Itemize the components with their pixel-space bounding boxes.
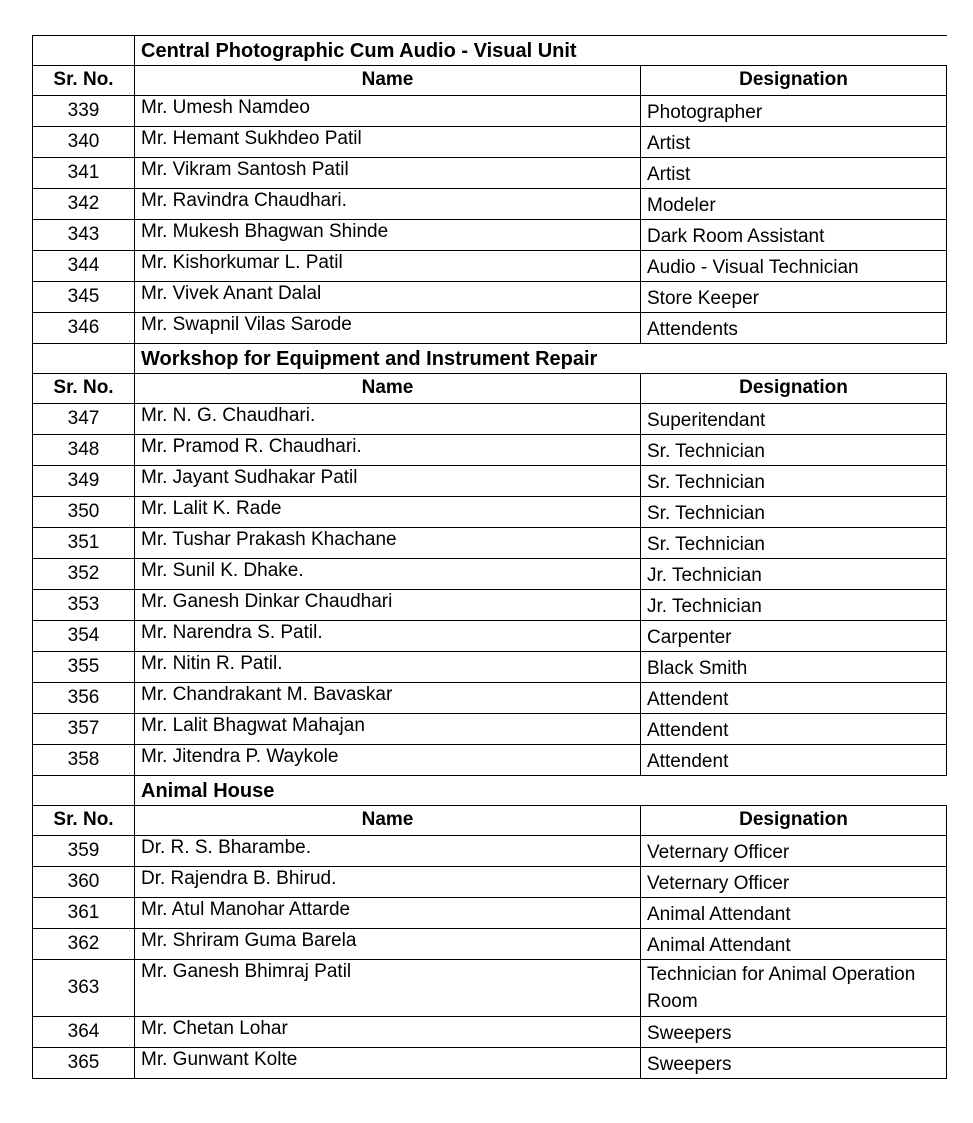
table-row [33, 745, 947, 776]
sr-no-cell: 354 [33, 621, 135, 652]
name-cell: Mr. Atul Manohar Attarde [135, 898, 641, 929]
name-cell: Mr. Jitendra P. Waykole [135, 745, 641, 776]
table-row [33, 590, 947, 621]
designation-header: Designation [641, 66, 947, 96]
sr-no-cell: 340 [33, 127, 135, 158]
section-title-spacer [33, 776, 135, 806]
sr-no-cell: 343 [33, 220, 135, 251]
sr-no-cell: 349 [33, 466, 135, 497]
table-row [33, 960, 947, 1017]
table-row [33, 251, 947, 282]
designation-header: Designation [641, 374, 947, 404]
table-row [33, 466, 947, 497]
name-cell: Mr. Shriram Guma Barela [135, 929, 641, 960]
sr-no-cell: 342 [33, 189, 135, 220]
designation-cell: Jr. Technician [641, 590, 947, 621]
designation-cell: Black Smith [641, 652, 947, 683]
sr-no-cell: 347 [33, 404, 135, 435]
table-row [33, 898, 947, 929]
staff-table-body [33, 36, 947, 1079]
table-row [33, 1048, 947, 1079]
name-cell: Mr. Sunil K. Dhake. [135, 559, 641, 590]
name-cell: Mr. Ganesh Dinkar Chaudhari [135, 590, 641, 621]
name-cell: Mr. Pramod R. Chaudhari. [135, 435, 641, 466]
designation-cell: Jr. Technician [641, 559, 947, 590]
table-row [33, 313, 947, 344]
name-cell: Mr. Hemant Sukhdeo Patil [135, 127, 641, 158]
table-row [33, 127, 947, 158]
name-cell: Dr. Rajendra B. Bhirud. [135, 867, 641, 898]
sr-no-cell: 346 [33, 313, 135, 344]
section-title-row [33, 344, 947, 374]
name-cell: Mr. Ravindra Chaudhari. [135, 189, 641, 220]
designation-cell: Artist [641, 158, 947, 189]
name-cell: Mr. Umesh Namdeo [135, 96, 641, 127]
sr-no-cell: 363 [33, 960, 135, 1017]
name-cell: Mr. N. G. Chaudhari. [135, 404, 641, 435]
table-row [33, 621, 947, 652]
sr-no-cell: 353 [33, 590, 135, 621]
table-row [33, 282, 947, 313]
sr-no-cell: 351 [33, 528, 135, 559]
designation-cell: Attendents [641, 313, 947, 344]
table-row [33, 652, 947, 683]
designation-cell: Attendent [641, 714, 947, 745]
name-cell: Mr. Lalit Bhagwat Mahajan [135, 714, 641, 745]
section-title: Animal House [135, 776, 947, 806]
name-header: Name [135, 374, 641, 404]
designation-header: Designation [641, 806, 947, 836]
section-title-row [33, 36, 947, 66]
designation-cell: Carpenter [641, 621, 947, 652]
designation-cell: Superitendant [641, 404, 947, 435]
table-row [33, 867, 947, 898]
designation-cell: Veternary Officer [641, 836, 947, 867]
name-cell: Mr. Chandrakant M. Bavaskar [135, 683, 641, 714]
designation-cell: Attendent [641, 745, 947, 776]
sr-no-cell: 339 [33, 96, 135, 127]
designation-cell: Sr. Technician [641, 466, 947, 497]
designation-cell: Sweepers [641, 1048, 947, 1079]
section-title: Workshop for Equipment and Instrument Repair [135, 344, 947, 374]
table-row [33, 929, 947, 960]
sr-no-header: Sr. No. [33, 806, 135, 836]
table-row [33, 220, 947, 251]
designation-cell: Sweepers [641, 1017, 947, 1048]
designation-cell: Dark Room Assistant [641, 220, 947, 251]
sr-no-cell: 344 [33, 251, 135, 282]
sr-no-header: Sr. No. [33, 374, 135, 404]
name-cell: Mr. Gunwant Kolte [135, 1048, 641, 1079]
designation-cell: Sr. Technician [641, 528, 947, 559]
sr-no-cell: 355 [33, 652, 135, 683]
table-row [33, 435, 947, 466]
table-row [33, 189, 947, 220]
designation-cell: Veternary Officer [641, 867, 947, 898]
section-title-row [33, 776, 947, 806]
name-cell: Mr. Jayant Sudhakar Patil [135, 466, 641, 497]
designation-cell: Artist [641, 127, 947, 158]
name-header: Name [135, 66, 641, 96]
section-title-spacer [33, 36, 135, 66]
table-row [33, 1017, 947, 1048]
designation-cell: Modeler [641, 189, 947, 220]
sr-no-cell: 364 [33, 1017, 135, 1048]
designation-cell: Sr. Technician [641, 497, 947, 528]
section-title-spacer [33, 344, 135, 374]
designation-cell: Technician for Animal Operation Room [641, 960, 947, 1017]
sr-no-cell: 359 [33, 836, 135, 867]
designation-cell: Animal Attendant [641, 898, 947, 929]
staff-table [32, 35, 947, 1079]
name-cell: Mr. Narendra S. Patil. [135, 621, 641, 652]
name-cell: Mr. Swapnil Vilas Sarode [135, 313, 641, 344]
table-row [33, 96, 947, 127]
column-header-row [33, 806, 947, 836]
name-cell: Dr. R. S. Bharambe. [135, 836, 641, 867]
table-row [33, 836, 947, 867]
table-row [33, 683, 947, 714]
designation-cell: Audio - Visual Technician [641, 251, 947, 282]
name-cell: Mr. Lalit K. Rade [135, 497, 641, 528]
table-row [33, 158, 947, 189]
name-cell: Mr. Tushar Prakash Khachane [135, 528, 641, 559]
sr-no-cell: 350 [33, 497, 135, 528]
sr-no-cell: 360 [33, 867, 135, 898]
column-header-row [33, 66, 947, 96]
sr-no-cell: 345 [33, 282, 135, 313]
name-cell: Mr. Vikram Santosh Patil [135, 158, 641, 189]
sr-no-cell: 358 [33, 745, 135, 776]
table-row [33, 559, 947, 590]
name-cell: Mr. Ganesh Bhimraj Patil [135, 960, 641, 1017]
name-header: Name [135, 806, 641, 836]
sr-no-cell: 357 [33, 714, 135, 745]
sr-no-cell: 348 [33, 435, 135, 466]
sr-no-cell: 361 [33, 898, 135, 929]
sr-no-cell: 356 [33, 683, 135, 714]
sr-no-header: Sr. No. [33, 66, 135, 96]
designation-cell: Animal Attendant [641, 929, 947, 960]
name-cell: Mr. Mukesh Bhagwan Shinde [135, 220, 641, 251]
designation-cell: Sr. Technician [641, 435, 947, 466]
sr-no-cell: 362 [33, 929, 135, 960]
name-cell: Mr. Nitin R. Patil. [135, 652, 641, 683]
sr-no-cell: 365 [33, 1048, 135, 1079]
name-cell: Mr. Kishorkumar L. Patil [135, 251, 641, 282]
table-row [33, 714, 947, 745]
table-row [33, 404, 947, 435]
sr-no-cell: 341 [33, 158, 135, 189]
designation-cell: Store Keeper [641, 282, 947, 313]
designation-cell: Attendent [641, 683, 947, 714]
section-title: Central Photographic Cum Audio - Visual Unit [135, 36, 947, 66]
table-row [33, 528, 947, 559]
table-row [33, 497, 947, 528]
sr-no-cell: 352 [33, 559, 135, 590]
name-cell: Mr. Chetan Lohar [135, 1017, 641, 1048]
designation-cell: Photographer [641, 96, 947, 127]
name-cell: Mr. Vivek Anant Dalal [135, 282, 641, 313]
column-header-row [33, 374, 947, 404]
